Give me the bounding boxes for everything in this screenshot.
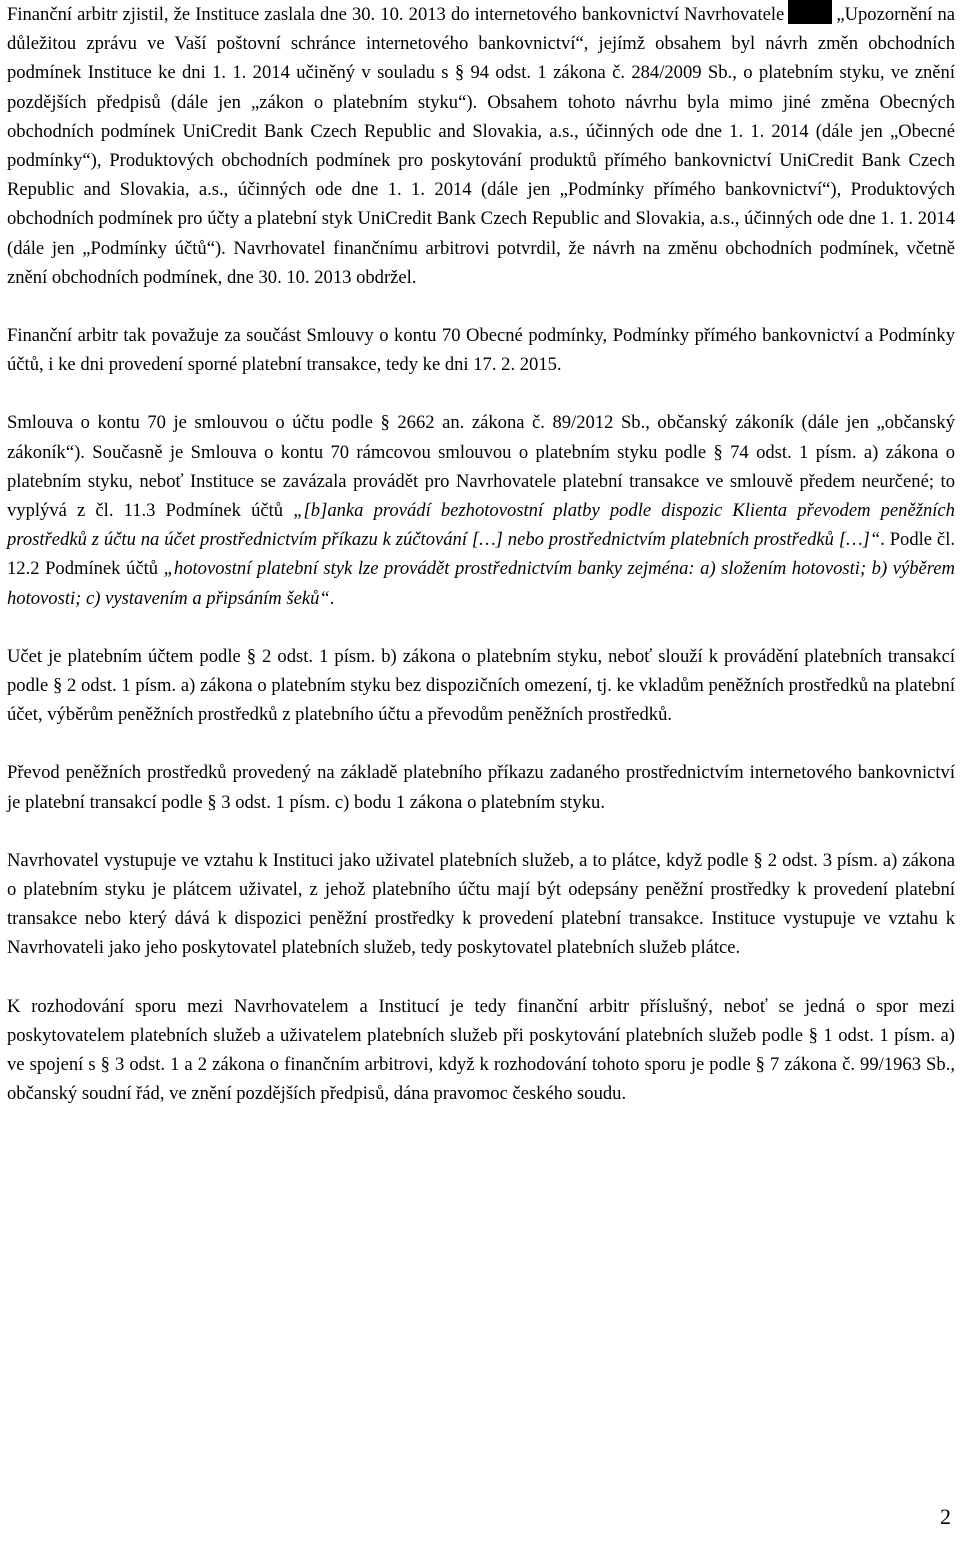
paragraph-gap (7, 729, 955, 758)
paragraph-2: Finanční arbitr tak považuje za součást Smlouvy o kontu 70 Obecné podmínky, Podmínky přímého bankovnictví a Podmínky účtů, i ke dni provedení sporné platební transakce, tedy ke dni 17. 2. 2015. (7, 325, 955, 376)
paragraph-gap (7, 613, 955, 642)
paragraph-gap (7, 379, 955, 408)
paragraph-gap (7, 817, 955, 846)
paragraph-4: Učet je platebním účtem podle § 2 odst. 1 písm. b) zákona o platebním styku, neboť slouží k provádění platebních transakcí podle § 2 odst. 1 písm. a) zákona o platebním styku bez dispozičních omezení, tj. ke vkladům peněžních prostředků na platební účet, výběrům peněžních prostředků z platebního účtu a převodům peněžních prostředků. (7, 645, 955, 726)
paragraph-5: Převod peněžních prostředků provedený na základě platebního příkazu zadaného prostřednictvím internetového bankovnictví je platební transakcí podle § 3 odst. 1 písm. c) bodu 1 zákona o platebním styku. (7, 762, 955, 813)
paragraph-6: Navrhovatel vystupuje ve vztahu k Instituci jako uživatel platebních služeb, a to plátce, když podle § 2 odst. 3 písm. a) zákona o platebním styku je plátcem uživatel, z jehož platebního účtu mají být odepsány peněžní prostředky k provedení platební transakce nebo který dává k dispozici peněžní prostředky k provedení platební transakce. Instituce vystupuje ve vztahu k Navrhovateli jako jeho poskytovatel platebních služeb, tedy poskytovatel platebních služeb plátce. (7, 849, 955, 959)
paragraph-3-quote-1: „[b]anka provádí bezhotovostní platby podle dispozic Klienta převodem peněžních prostředků z účtu na účet prostřednictvím příkazu k zúčtování […] nebo prostřednictvím platebních prostředků […]“ (7, 500, 955, 551)
paragraph-7: K rozhodování sporu mezi Navrhovatelem a Institucí je tedy finanční arbitr příslušný, neboť se jedná o spor mezi poskytovatelem platebních služeb a uživatelem platebních služeb při poskytování platebních služeb podle § 1 odst. 1 písm. a) ve spojení s § 3 odst. 1 a 2 zákona o finančním arbitrovi, když k rozhodování tohoto sporu je podle § 7 zákona č. 99/1963 Sb., občanský soudní řád, ve znění pozdějších předpisů, dána pravomoc českého soudu. (7, 995, 955, 1105)
page-number: 2 (940, 1504, 951, 1529)
paragraph-3-quote-2: „hotovostní platební styk lze provádět prostřednictvím banky zejména: a) složením hotovosti; b) výběrem hotovosti; c) vystavením a připsáním šeků“ (7, 558, 955, 609)
redaction-block (788, 0, 832, 24)
paragraph-3-part-a: Smlouva o kontu 70 je smlouvou o účtu podle § 2662 an. zákona č. 89/2012 Sb., občanský zákoník (dále jen „občanský zákoník“). Současně je Smlouva o kontu 70 rámcovou smlouvou o platebním styku podle § 74 odst. 1 písm. a) zákona o platebním styku, neboť Instituce se zavázala provádět pro Navrhovatele platební transakce ve smlouvě předem neurčené; to vyplývá z čl. 11.3 Podmínek účtů (7, 412, 955, 522)
paragraph-1 (7, 0, 955, 292)
paragraph-1-part-b: „Upozornění na důležitou zprávu ve Vaší poštovní schránce internetového bankovnictví“, jejímž obsahem byl návrh změn obchodních podmínek Instituce ke dni 1. 1. 2014 učiněný v souladu s § 94 odst. 1 zákona č. 284/2009 Sb., o platebním styku, ve znění pozdějších předpisů (dále jen „zákon o platebním styku“). Obsahem tohoto návrhu byla mimo jiné změna Obecných obchodních podmínek UniCredit Bank Czech Republic and Slovakia, a.s., účinných ode dne 1. 1. 2014 (dále jen „Obecné podmínky“), Produktových obchodních podmínek pro poskytování produktů přímého bankovnictví UniCredit Bank Czech Republic and Slovakia, a.s., účinných ode dne 1. 1. 2014 (dále jen „Podmínky přímého bankovnictví“), Produktových obchodních podmínek pro účty a platební styk UniCredit Bank Czech Republic and Slovakia, a.s., účinných ode dne 1. 1. 2014 (dále jen „Podmínky účtů“). Navrhovatel finančnímu arbitrovi potvrdil, že návrh na změnu obchodních podmínek, včetně znění obchodních podmínek, dne 30. 10. 2013 obdržel. (7, 4, 955, 288)
paragraph-3 (7, 408, 955, 612)
paragraph-gap (7, 292, 955, 321)
document-page (7, 0, 955, 1109)
paragraph-3-part-e: . (329, 587, 335, 609)
paragraph-1-part-a: Finanční arbitr zjistil, že Instituce zaslala dne 30. 10. 2013 do internetového bankovnictví Navrhovatele (7, 4, 785, 25)
paragraph-gap (7, 963, 955, 992)
paragraph-3-part-c: . Podle čl. 12.2 Podmínek účtů (7, 529, 956, 580)
